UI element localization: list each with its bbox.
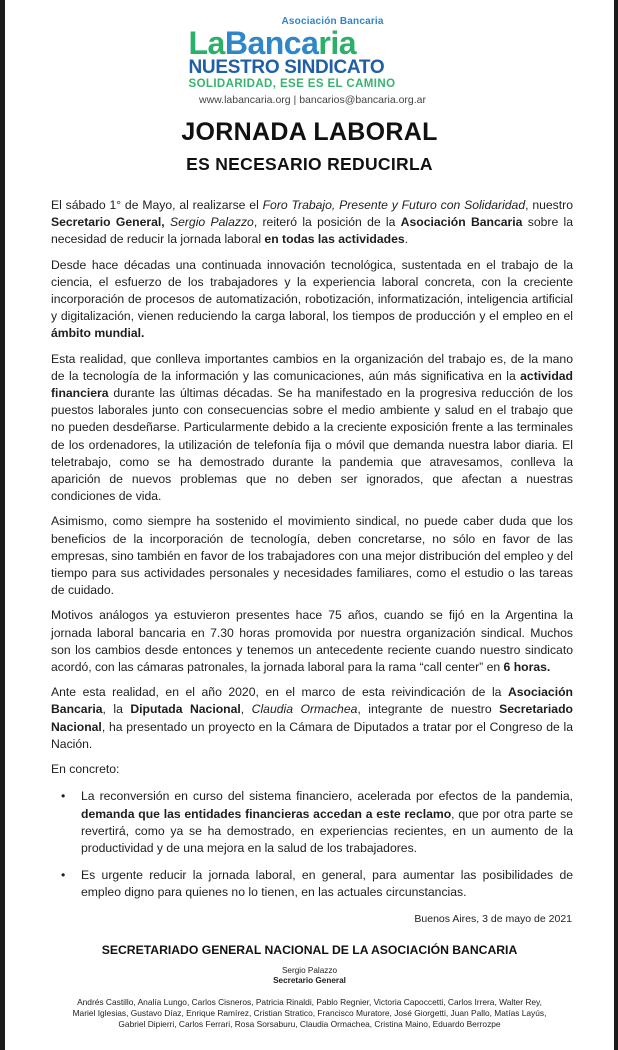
- text: Es urgente reducir la jornada laboral, en general, para aumentar las posibilidades de empleo digno para quienes no lo tienen, en las actuales circunstancias.: [81, 868, 573, 900]
- text: durante las últimas décadas. Se ha manifestado en la progresiva reducción de los puestos laborales junto con consecuencias sobre el medio ambiente y salud en el trabajo que no pueden desdeñarse. Particularmente debido a la creciente exposición frente a las terminales de los ordenadores, la utilización de telefonía fija o móvil que demanda nuestra labor diaria. El teletrabajo, como se ha demostrado durante la pandemia que atravesamos, conlleva la aparición de nuevos problemas que no deben ser ignorados, que afectan a nuestras condiciones de vida.: [51, 386, 573, 504]
- emphasis: demanda que las entidades financieras accedan a este reclamo: [81, 806, 452, 821]
- document-page: [5, 0, 614, 1050]
- bullet-icon: •: [61, 789, 66, 804]
- logo-nuestro-sindicato: NUESTRO SINDICATO: [188, 57, 385, 78]
- members-line-2: Mariel Iglesias, Gustavo Díaz, Enrique Ramírez, Cristian Stratico, Francisco Muratore, José Giorgetti, Juan Pallo, Matías Layús,: [72, 1007, 547, 1018]
- person-name: Sergio Palazzo: [169, 215, 254, 230]
- emphasis: ámbito mundial.: [51, 326, 145, 341]
- text: sobre la necesidad de reducir la jornada laboral: [51, 215, 573, 247]
- signatory-role: Secretario General: [273, 976, 346, 986]
- contact-separator: |: [293, 94, 297, 106]
- website-link[interactable]: www.labancaria.org: [198, 94, 291, 106]
- text: .: [404, 232, 409, 247]
- paragraph-6: [51, 684, 573, 753]
- paragraph-7: En concreto:: [51, 762, 120, 777]
- text: , reiteró la posición de la: [253, 215, 401, 230]
- bullet-list: [51, 788, 573, 901]
- email-link[interactable]: bancarios@bancaria.org.ar: [299, 94, 427, 106]
- text: , ha presentado un proyecto en la Cámara de Diputados a tratar por el Congreso de la Nación.: [51, 719, 573, 751]
- forum-name: Foro Trabajo, Presente y Futuro con Solidaridad: [262, 198, 526, 212]
- la-bancaria-logo: [181, 16, 439, 91]
- document-title: JORNADA LABORAL: [181, 118, 438, 146]
- members-line-1: Andrés Castillo, Analía Lungo, Carlos Cisneros, Patricia Rinaldi, Pablo Regnier, Victoria Capoccetti, Carlos Irrera, Walter Rey,: [77, 996, 542, 1007]
- list-item: [61, 867, 573, 901]
- bullet-icon: •: [61, 868, 66, 883]
- emphasis: 6 horas.: [503, 660, 551, 675]
- paragraph-2: [51, 257, 573, 343]
- emphasis: Secretariado Nacional: [51, 702, 573, 734]
- paragraph-5: [51, 607, 573, 676]
- emphasis: Secretario General,: [51, 215, 165, 230]
- list-item: [61, 788, 573, 857]
- logo-asociacion-text: Asociación Bancaria: [281, 16, 384, 27]
- logo-la: La: [188, 25, 225, 61]
- secretariat-members: [40, 997, 580, 1050]
- emphasis: Asociación Bancaria: [51, 685, 573, 717]
- emphasis: Diputada Nacional: [130, 702, 241, 717]
- text: El sábado 1° de Mayo, al realizarse el: [51, 198, 263, 212]
- text: Ante esta realidad, en el año 2020, en el marco de esta reivindicación de la: [51, 685, 508, 700]
- text: , la: [102, 702, 131, 717]
- text: , que por otra parte se revertirá, como ya se ha demostrado, en experiencias recientes, en un aumento de la productividad y de una mejora en la salud de los trabajadores.: [81, 806, 573, 855]
- document-date: Buenos Aires, 3 de mayo de 2021: [414, 912, 572, 925]
- logo-lema: SOLIDARIDAD, ESE ES EL CAMINO: [188, 78, 396, 90]
- signatory: [5, 966, 614, 987]
- document-body: [51, 197, 573, 902]
- members-line-3: Gabriel Dipierri, Carlos Ferrari, Rosa Sorsaburu, Claudia Ormachea, Cristina Maino, Eduardo Berrozpe: [118, 1018, 501, 1029]
- text: Motivos análogos ya estuvieron presentes hace 75 años, cuando se fijó en la Argentina la jornada laboral bancaria en 7.30 horas promovida por nuestra organización sindical. Muchos son los cambios desde entonces y tenemos un antecedente reciente cuando nuestro sindicato acordó, con las cámaras patronales, la jornada laboral para la rama “call center” en: [51, 608, 573, 675]
- signatory-name: Sergio Palazzo: [281, 965, 338, 975]
- contact-line: [5, 93, 614, 107]
- paragraph-1: [51, 197, 573, 249]
- text: , nuestro: [525, 198, 573, 212]
- text: , integrante de nuestro: [357, 702, 500, 717]
- person-name: Claudia Ormachea: [251, 702, 358, 717]
- logo-banca: Banca: [224, 25, 319, 61]
- logo-ria: ria: [318, 25, 357, 61]
- document-subtitle: ES NECESARIO REDUCIRLA: [186, 154, 433, 174]
- logo-wordmark: [188, 25, 439, 61]
- text: La reconversión en curso del sistema financiero, acelerada por efectos de la pandemia,: [81, 789, 573, 804]
- signature-heading: SECRETARIADO GENERAL NACIONAL DE LA ASOCIACIÓN BANCARIA: [101, 942, 518, 957]
- text: ,: [240, 702, 252, 717]
- paragraph-4: Asimismo, como siempre ha sostenido el movimiento sindical, no puede caber duda que los beneficios de la incorporación de tecnología, deben concretarse, no sólo en favor de las empresas, sino también en favor de los trabajadores con una mejor distribución del empleo y del tiempo para sus actividades personales y necesidades familiares, como el estudio o las tareas de cuidado.: [51, 514, 573, 598]
- emphasis: Asociación Bancaria: [400, 215, 523, 230]
- paragraph-3: [51, 351, 573, 506]
- text: Esta realidad, que conlleva importantes cambios en la organización del trabajo es, de la mano de la tecnología de la información y las comunicaciones, aún más significativa en la: [51, 351, 573, 383]
- text: Desde hace décadas una continuada innovación tecnológica, sustentada en el trabajo de la ciencia, el esfuerzo de los trabajadores y la experiencia laboral concreta, con la creciente incorporación de procesos de automatización, robotización, informatización, inteligencia artificial y digitalización, vienen reduciendo la carga laboral, los tiempos de producción y el empleo en el: [51, 257, 573, 324]
- emphasis: en todas las actividades: [264, 232, 405, 247]
- emphasis: actividad financiera: [51, 368, 573, 401]
